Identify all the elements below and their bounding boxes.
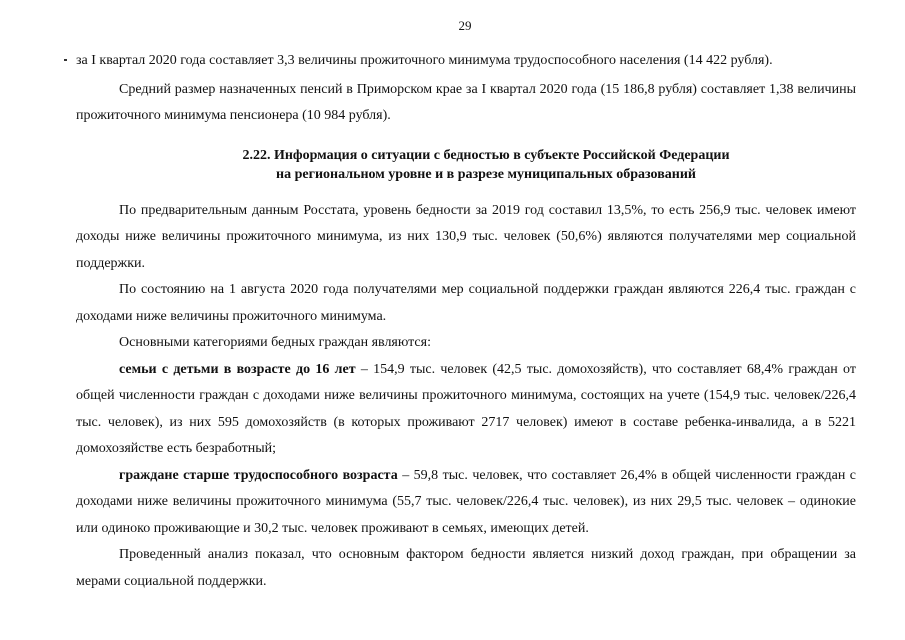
document-body [76, 48, 856, 595]
paragraph-support-recipients: По состоянию на 1 августа 2020 года получателями мер социальной поддержки граждан являются 226,4 тыс. граждан с доходами ниже величины прожиточного минимума. [76, 282, 856, 324]
category-elderly-label: граждане старше трудоспособного возраста [119, 467, 398, 483]
paragraph-conclusion: Проведенный анализ показал, что основным фактором бедности является низкий доход граждан, при обращении за мерами социальной поддержки. [76, 547, 856, 589]
margin-mark [64, 59, 67, 61]
paragraph-families-with-children [76, 357, 856, 463]
paragraph-elderly-citizens [76, 463, 856, 543]
category-families-text: – 154,9 тыс. человек (42,5 тыс. домохозяйств), что составляет 68,4% граждан от общей численности граждан с доходами ниже величины прожиточного минимума, состоящих на учете (154,9 тыс. человек/226,4 тыс. человек), из них 595 домохозяйств (в которых проживают 2717 человек) имеют в составе ребенка-инвалида, а в 5221 домохозяйстве есть безработный; [76, 361, 856, 456]
section-heading [76, 146, 856, 184]
category-elderly-text: – 59,8 тыс. человек, что составляет 26,4% в общей численности граждан с доходами ниже величины прожиточного минимума (55,7 тыс. человек/226,4 тыс. человек), из них 29,5 тыс. человек – одинокие или одиноко проживающие и 30,2 тыс. человек проживают в семьях, имеющих детей. [76, 467, 857, 536]
page-number: 29 [458, 18, 472, 33]
paragraph-continuation: за I квартал 2020 года составляет 3,3 величины прожиточного минимума трудоспособного населения (14 422 рубля). [76, 53, 773, 68]
category-families-label: семьи с детьми в возрасте до 16 лет [119, 361, 356, 377]
section-heading-line-2: на региональном уровне и в разрезе муниципальных образований [276, 166, 696, 182]
paragraph-poverty-level: По предварительным данным Росстата, уровень бедности за 2019 год составил 13,5%, то есть 256,9 тыс. человек имеют доходы ниже величины прожиточного минимума, из них 130,9 тыс. человек (50,6%) являются получателями мер социальной поддержки. [76, 202, 856, 271]
paragraph-pensions: Средний размер назначенных пенсий в Приморском крае за I квартал 2020 года (15 186,8 рубля) составляет 1,38 величины прожиточного минимума пенсионера (10 984 рубля). [76, 81, 856, 123]
section-heading-line-1: 2.22. Информация о ситуации с бедностью в субъекте Российской Федерации [242, 147, 730, 163]
paragraph-categories-intro: Основными категориями бедных граждан являются: [119, 335, 431, 350]
